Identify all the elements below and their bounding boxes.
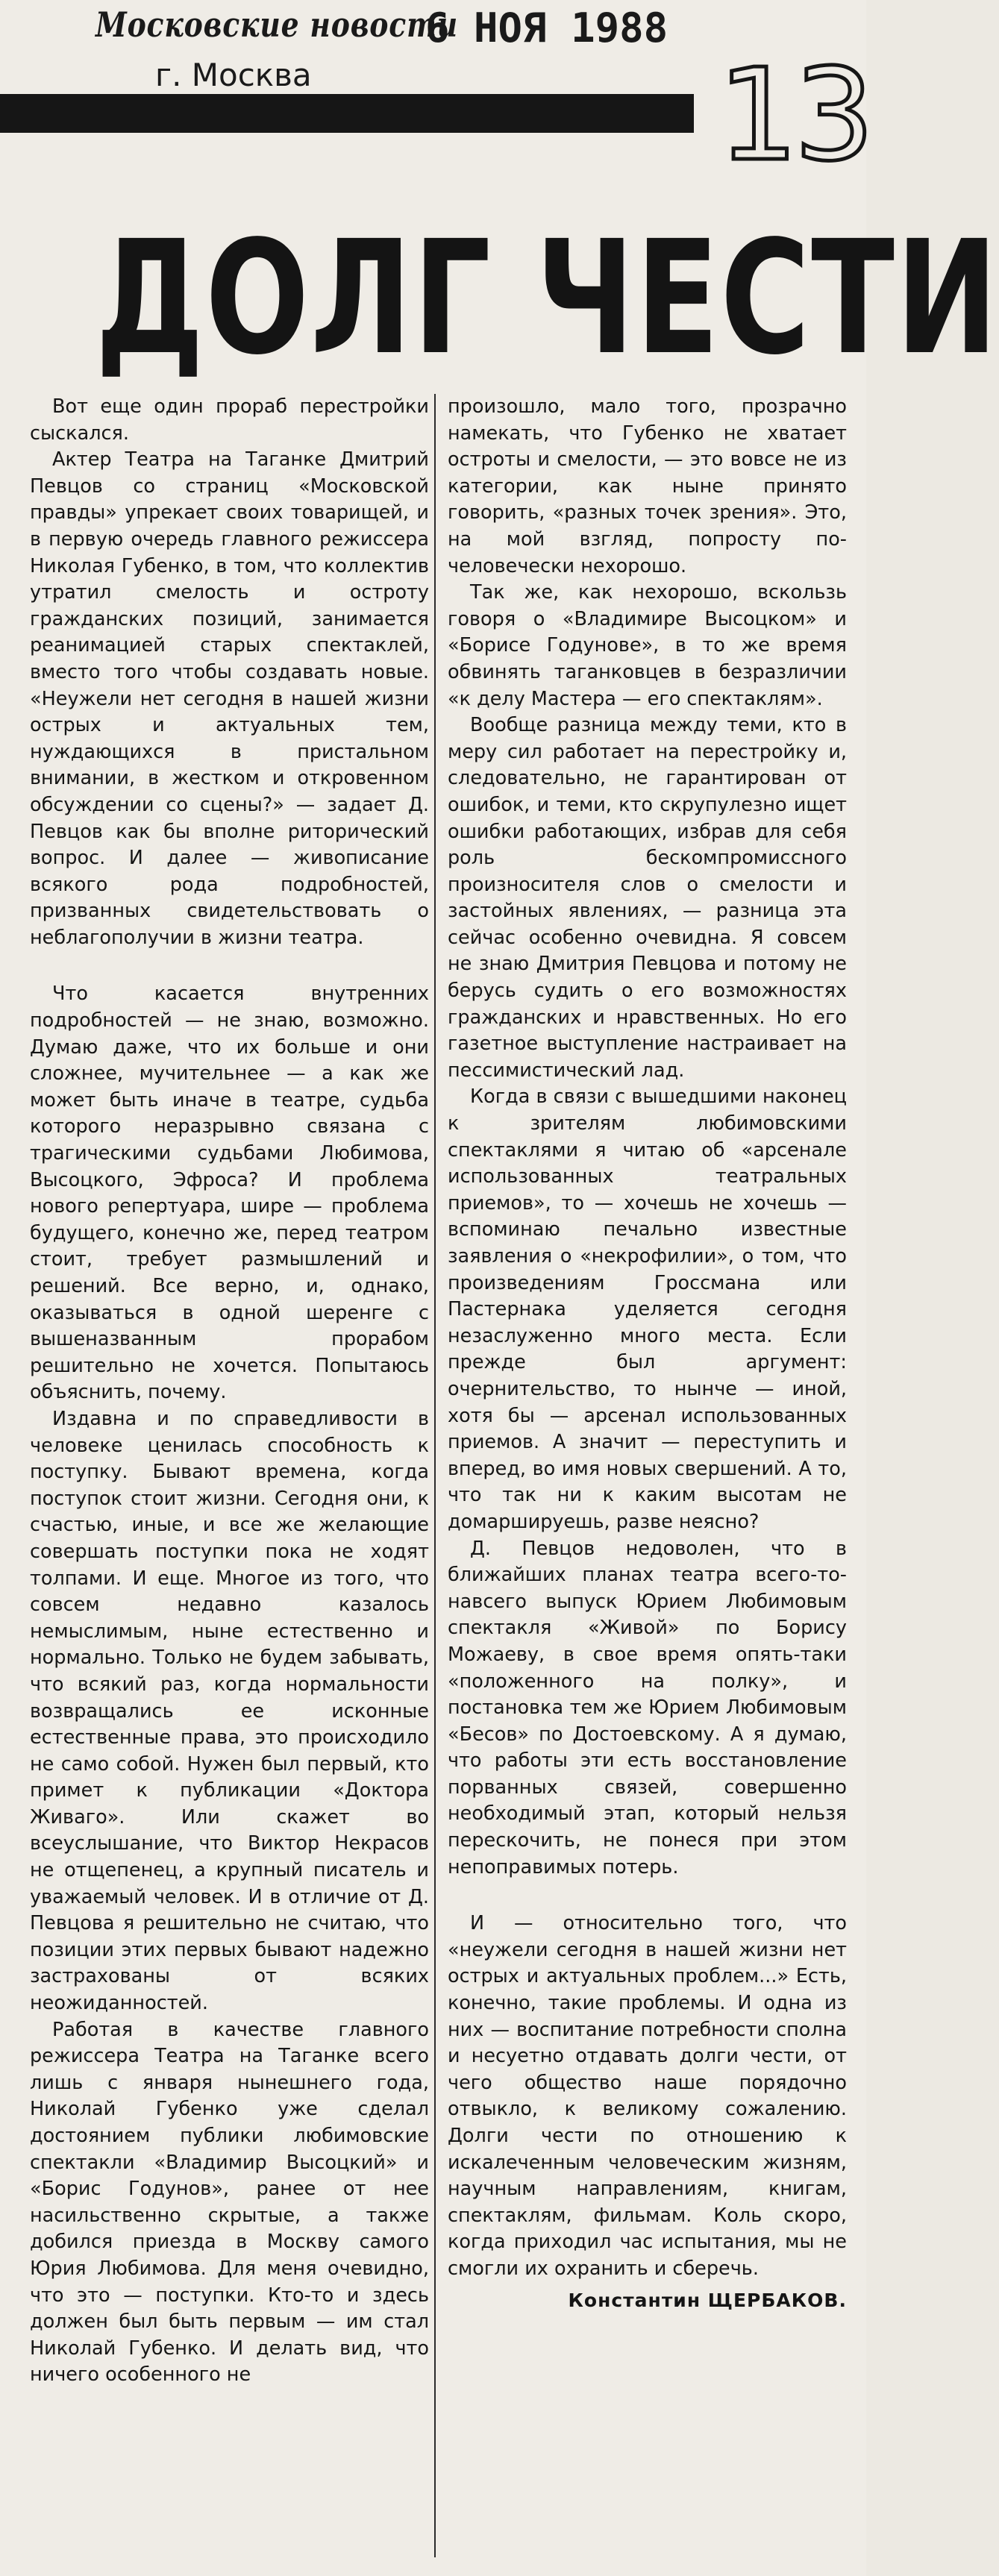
paragraph: Актер Театра на Таганке Дмитрий Певцов со страниц «Московской правды» упрекает своих товарищей, и в первую очередь главного режиссера Николая Губенко, в том, что коллектив утратил смелость и остроту гражданских позиций, занимается реанимацией старых спектаклей, вместо того чтобы создавать новые. «Неужели нет сегодня в нашей жизни острых и актуальных тем, нуждающихся в пристальном внимании, в жестком и откровенном обсуждении со сцены?» — задает Д. Певцов как бы вполне риторический вопрос. И далее — живописание всякого рода подробностей, призванных свидетельствовать о неблагополучии в жизни театра. <box>30 448 429 949</box>
city-stamp: г. Москва <box>155 57 312 93</box>
paragraph: Когда в связи с вышедшими наконец к зрителям любимовскими спектаклями я читаю об «арсенале использованных театральных приемов», то — хочешь не хочешь — вспоминаю печально известные заявления о «некрофилии», о том, что произведениям Гроссмана или Пастернака уделяется сегодня незаслуженно много места. Если прежде был аргумент: очернительство, то нынче — иной, хотя бы — арсенал использованных приемов. А значит — переступить и вперед, во имя новых свершений. А то, что так ни к каким высотам не домаршируешь, разве неясно? <box>448 1085 848 1533</box>
paragraph: Так же, как нехорошо, вскользь говоря о «Владимире Высоцком» и «Борисе Годунове», в то же время обвинять таганковцев в безразличии «к делу Мастера — его спектаклям». <box>448 581 847 710</box>
column-divider <box>434 394 436 2557</box>
article-column-right <box>448 394 847 2313</box>
page-number: 13 <box>718 42 871 189</box>
paragraph: И — относительно того, что «неужели сегодня в нашей жизни нет острых и актуальных проблем...» Есть, конечно, такие проблемы. И одна из них — воспитание потребности сполна и несуетно отдавать долги чести, от чего общество наше порядочно отвыкло, к великому сожалению. Долги чести по отношению к искалеченным человеческим жизням, научным направлениям, книгам, спектаклям, фильмам. Коль скоро, когда приходил час испытания, мы не смогли их охранить и сберечь. <box>448 1912 847 2280</box>
article-column-left <box>30 394 429 2389</box>
paragraph: Что касается внутренних подробностей — не знаю, возможно. Думаю даже, что их больше и они сложнее, мучительнее — а как же может быть иначе в театре, судьба которого неразрывно связана с трагическими судьбами Любимова, Высоцкого, Эфроса? И проблема нового репертуара, шире — проблема будущего, конечно же, перед театром стоит, требует размышлений и решений. Все верно, и, однако, оказываться в одной шеренге с вышеназванным прорабом решительно не хочется. Попытаюсь объяснить, почему. <box>30 983 429 1404</box>
paragraph: Работая в качестве главного режиссера Театра на Таганке всего лишь с января нынешнего года, Николай Губенко уже сделал достоянием публики любимовские спектакли «Владимир Высоцкий» и «Борис Годунов», ранее от нее насильственно скрытые, а также добился приезда в Москву самого Юрия Любимова. Для меня очевидно, что это — поступки. Кто-то и здесь должен был быть первым — им стал Николай Губенко. И делать вид, что ничего особенного не <box>30 2018 429 2387</box>
article-headline: ДОЛГ ЧЕСТИ <box>95 207 999 389</box>
paragraph: Вот еще один прораб перестройки сыскался. <box>30 395 429 445</box>
newspaper-name-stamp: Московские новости <box>95 4 459 45</box>
paragraph: Д. Певцов недоволен, что в ближайших планах театра всего-то-навсего выпуск Юрием Любимовым спектакля «Живой» по Борису Можаеву, в свое время опять-таки «положенного на полку», и постановка тем же Юрием Любимовым «Бесов» по Достоевскому. А я думаю, что работы эти есть восстановление порванных связей, совершенно необходимый этап, который нельзя перескочить, не понеся при этом непоправимых потерь. <box>448 1537 847 1878</box>
paragraph: Издавна и по справедливости в человеке ценилась способность к поступку. Бывают времена, когда поступок стоит жизни. Сегодня они, к счастью, иные, и все же желающие совершать поступки пока не ходят толпами. И еще. Многое из того, что совсем недавно казалось немыслимым, ныне естественно и нормально. Только не будем забывать, что всякий раз, когда нормальности возвращались ее исконные естественные права, это происходило не само собой. Нужен был первый, кто примет к публикации «Доктора Живаго». Или скажет во всеуслышание, что Виктор Некрасов не отщепенец, а крупный писатель и уважаемый человек. И в отличие от Д. Певцова я решительно не считаю, что позиции этих первых бывают надежно застрахованы от всяких неожиданностей. <box>30 1407 429 2015</box>
header-black-bar <box>0 94 694 133</box>
author-signature: Константин ЩЕРБАКОВ. <box>568 2289 847 2311</box>
paragraph: Вообще разница между теми, кто в меру сил работает на перестройку и, следовательно, не гарантирован от ошибок, и теми, кто скрупулезно ищет ошибки работающих, избрав для себя роль бескомпромиссного произносителя слов о смелости и застойных явлениях, — разница эта сейчас особенно очевидна. Я совсем не знаю Дмитрия Певцова и потому не берусь судить о его возможностях гражданских и нравственных. Но его газетное выступление настраивает на пессимистический лад. <box>448 714 847 1082</box>
paragraph: произошло, мало того, прозрачно намекать, что Губенко не хватает остроты и смелости, — это вовсе не из категории, как ныне принято говорить, «разных точек зрения». Это, на мой взгляд, попросту по-человечески нехорошо. <box>448 395 847 577</box>
date-stamp: 6 НОЯ 1988 <box>425 4 668 51</box>
